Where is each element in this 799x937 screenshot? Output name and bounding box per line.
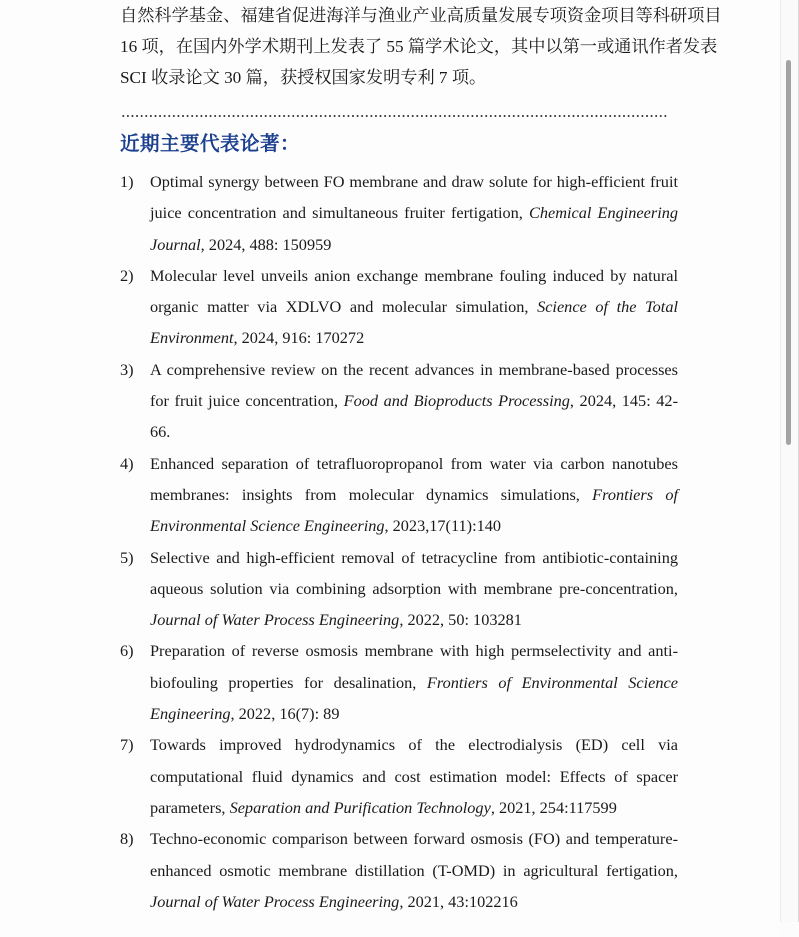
publication-number: 5) bbox=[120, 547, 134, 567]
publication-title: Optimal synergy between FO membrane and draw solute for high-efficient fruit juice concentration and simultaneous fruiter fertigation, bbox=[150, 172, 678, 223]
publication-number: 2) bbox=[120, 265, 134, 285]
dotted-divider bbox=[121, 115, 669, 117]
publication-item bbox=[120, 542, 678, 636]
intro-line-2: 16 项，在国内外学术期刊上发表了 55 篇学术论文，其中以第一或通讯作者发表 bbox=[120, 37, 718, 56]
publication-journal: Food and Bioproducts Processing bbox=[343, 391, 570, 411]
publication-details: , 2022, 50: 103281 bbox=[399, 610, 522, 630]
publication-details: , 2024, 145: 42-66. bbox=[150, 391, 678, 442]
publication-details: , 2021, 254:117599 bbox=[490, 797, 617, 817]
publication-title: A comprehensive review on the recent advances in membrane-based processes for fruit juice concentration, bbox=[150, 359, 678, 411]
publication-details: , 2022, 16(7): 89 bbox=[230, 704, 340, 724]
publication-item bbox=[120, 260, 678, 354]
publication-details: , 2024, 488: 150959 bbox=[200, 234, 332, 254]
publication-number: 7) bbox=[120, 735, 134, 755]
publication-title: Selective and high-efficient removal of tetracycline from antibiotic-containing aqueous solution via combining adsorption with membrane pre-concentration, bbox=[150, 547, 678, 598]
publication-number: 8) bbox=[120, 829, 134, 849]
publication-item bbox=[120, 823, 678, 917]
document-content bbox=[120, 0, 722, 917]
publication-journal: Journal of Water Process Engineering, bbox=[150, 891, 404, 911]
publication-details: , 2024, 916: 170272 bbox=[233, 328, 365, 348]
publication-journal: Journal of Water Process Engineering bbox=[150, 610, 400, 630]
publication-number: 6) bbox=[120, 641, 134, 661]
intro-line-1: 自然科学基金、福建省促进海洋与渔业产业高质量发展专项资金项目等科研项目 bbox=[120, 6, 722, 25]
publication-details: 2021, 43:102216 bbox=[403, 891, 518, 911]
publication-item bbox=[120, 166, 678, 260]
publication-title: Techno-economic comparison between forward osmosis (FO) and temperature-enhanced osmotic membrane distillation (T-OMD) in agricultural fertigation, bbox=[150, 829, 678, 880]
publication-body bbox=[150, 729, 678, 823]
publication-number: 3) bbox=[120, 359, 134, 379]
publication-body bbox=[150, 448, 678, 542]
publication-details: , 2023,17(11):140 bbox=[384, 516, 502, 536]
publication-title: Towards improved hydrodynamics of the electrodialysis (ED) cell via computational fluid dynamics and cost estimation model: Effects of spacer parameters, bbox=[150, 735, 678, 817]
publication-item bbox=[120, 354, 678, 448]
intro-paragraph bbox=[120, 0, 722, 93]
publication-item bbox=[120, 448, 678, 542]
publication-number: 4) bbox=[120, 453, 134, 473]
publication-journal: Science of the Total Environment bbox=[150, 297, 678, 348]
publication-title: Enhanced separation of tetrafluoropropanol from water via carbon nanotubes membranes: insights from molecular dynamics simulations, bbox=[150, 453, 678, 504]
publication-journal: Frontiers of Environmental Science Engineering bbox=[150, 484, 678, 536]
publication-item bbox=[120, 635, 678, 729]
publication-body bbox=[150, 823, 678, 917]
scrollbar-thumb[interactable] bbox=[786, 60, 791, 445]
publication-item bbox=[120, 729, 678, 823]
publication-journal: Chemical Engineering Journal bbox=[150, 203, 679, 254]
publication-body bbox=[150, 260, 678, 354]
publication-body bbox=[150, 166, 678, 260]
publication-title: Molecular level unveils anion exchange membrane fouling induced by natural organic matter via XDLVO and molecular simulation, bbox=[150, 265, 678, 317]
publication-number: 1) bbox=[120, 172, 134, 191]
intro-line-3: SCI 收录论文 30 篇，获授权国家发明专利 7 项。 bbox=[120, 68, 487, 87]
publication-body bbox=[150, 354, 678, 448]
publication-journal: Separation and Purification Technology bbox=[229, 797, 491, 817]
publication-body bbox=[150, 635, 678, 729]
publication-list bbox=[120, 166, 678, 917]
section-heading: 近期主要代表论著： bbox=[120, 132, 301, 155]
publication-title: Preparation of reverse osmosis membrane with high permselectivity and anti-biofouling properties for desalination, bbox=[150, 641, 678, 692]
publication-journal: Frontiers of Environmental Science Engineering bbox=[150, 672, 678, 724]
publication-body bbox=[150, 542, 678, 636]
